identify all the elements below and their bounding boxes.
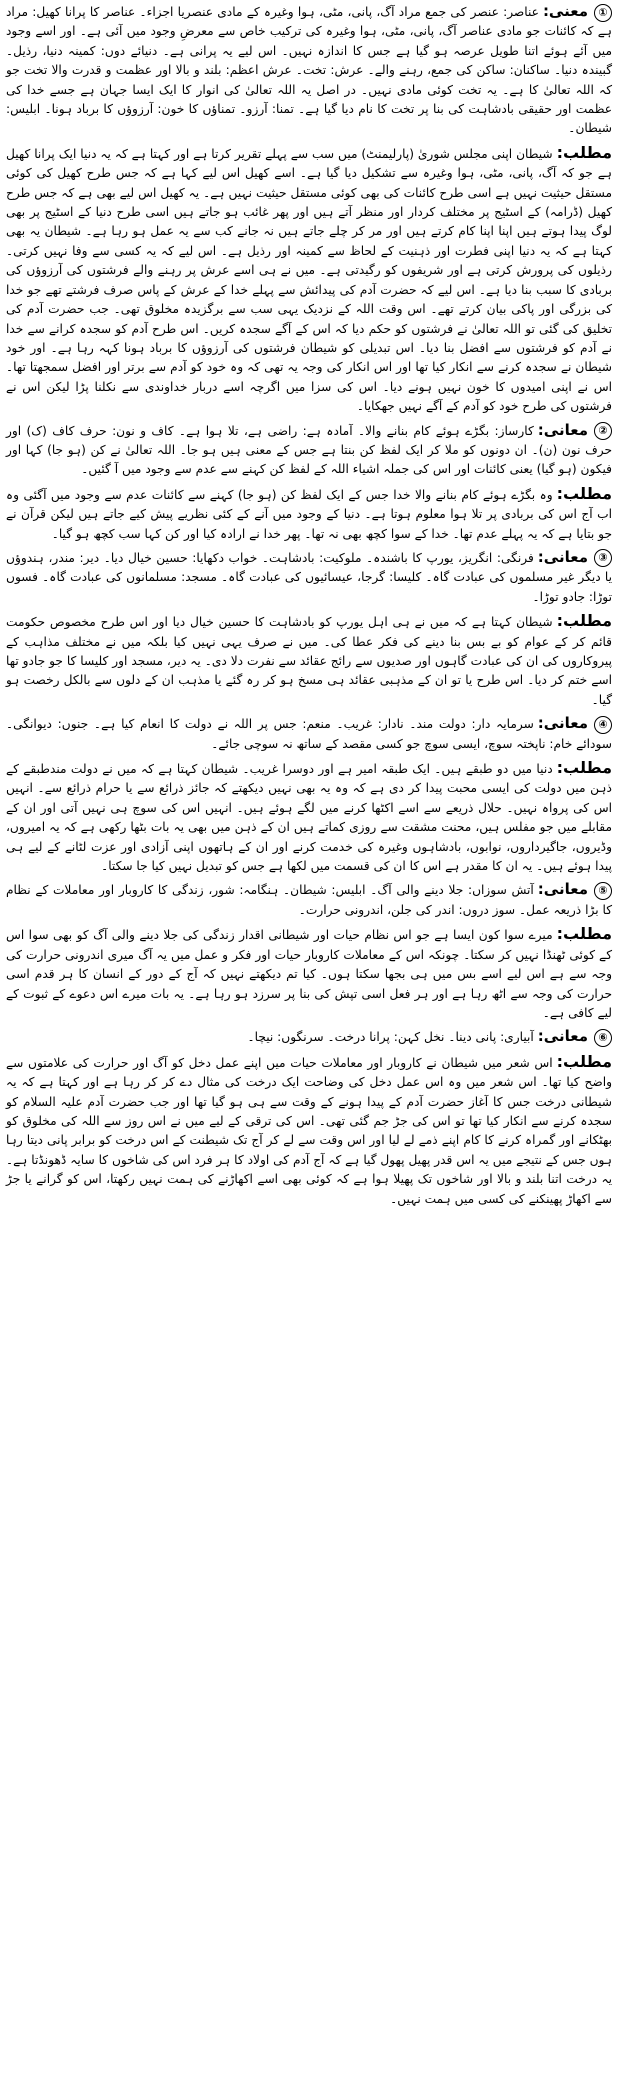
matlab-heading: مطلب: (556, 483, 612, 503)
maani-heading: معانی: (537, 420, 588, 439)
maani-text: فرنگی: انگریز، یورپ کا باشندہ۔ ملوکیت: بادشاہت۔ خواب دکھایا: حسین خیال دیا۔ دیر: مندر، ہندوؤں یا دیگر غیر مسلموں کی عبادت گاہ۔ کلیسا: گرجا، عیسائیوں کی عبادت گاہ۔ مسجد: مسلمانوں کی عبادت گاہ۔ فسوں توڑا: جادو توڑا۔ (6, 550, 612, 604)
maani-heading: معانی: (537, 714, 588, 733)
matlab-paragraph (6, 611, 612, 710)
matlab-heading: مطلب: (556, 611, 612, 631)
matlab-text: دنیا میں دو طبقے ہیں۔ ایک طبقہ امیر ہے اور دوسرا غریب۔ شیطان کہتا ہے کہ میں نے دولت مندطبقے کے ذہن میں دولت کی ایسی محبت پیدا کر دی ہے کہ وہ یہ بھی نہیں دیکھتے کہ جائز ذرائع سے یا حرام ذرائع سے۔ انہیں اس کی پرواہ نہیں۔ حلال ذریعے سے اسے اکٹھا کرنے میں لگے ہوئے ہیں۔ انہیں اس کی سوچ ہی نہیں آتی اور ان کے مقابلے میں جو مفلس ہیں، محنت مشقت سے روزی کماتے ہیں ان کے ذہن میں بھی یہ بات بٹھا رکھی ہے کہ یہ امیروں، وڈیروں، جاگیرداروں، نوابوں، بادشاہوں وغیرہ کی خدمت کرنے اور ان کے ہاتھوں اپنی آزادی اور عزت لٹانے کے لیے ہی پیدا ہوئے ہیں۔ یہ ان کا مقدر ہے اس کا ان کی قسمت میں لکھا ہے جس کو تبدیل نہیں کیا جا سکتا۔ (6, 762, 612, 874)
section-number-badge: ③ (594, 549, 612, 567)
maani-heading: معانی: (537, 880, 588, 899)
maani-paragraph (6, 880, 612, 920)
section-number-badge: ⑥ (594, 1029, 612, 1047)
section-number-badge: ⑤ (594, 882, 612, 900)
matlab-heading: مطلب: (556, 924, 612, 944)
matlab-heading: مطلب: (556, 142, 612, 162)
matlab-text: شیطان اپنی مجلس شوریٰ (پارلیمنٹ) میں سب سے پہلے تقریر کرتا ہے اور کہتا ہے کہ یہ دنیا ایک پرانا کھیل ہے جو کہ آگ، پانی، مٹی، ہوا وغیرہ سے تشکیل دیا گیا ہے۔ اسے کھیل اس لیے کہا ہے کہ جس طرح کھیل کی کوئی مستقل حیثیت نہیں ہے اسی طرح کائنات کی بھی کوئی مستقل حیثیت نہیں ہے۔ یہ کھیل اس لیے بھی ہے کہ جس طرح کھیل (ڈرامہ) کے اسٹیج پر مختلف کردار اور منظر آتے ہیں اور پھر غائب ہو جاتے ہیں اسی طرح دنیا کے اسٹیج پر بھی لوگ پیدا ہوتے ہیں اپنا اپنا کام کرتے ہیں اور مر کر چلے جاتے ہیں نہ جانے کب سے یہ عمل ہو رہا ہے۔ شیطان یہ بھی کہتا ہے کہ یہ دنیا اپنی فطرت اور ذہنیت کے لحاظ سے کمینہ اور رذیل ہے۔ اس لیے کہ یہ کسی سے وفا نہیں کرتی۔ رذیلوں کی پرورش کرتی ہے اور شریفوں کو رگیدتی ہے۔ میں نے ہی اسے عرش پر رہنے والے فرشتوں کی آرزوؤں کی بربادی کا سبب بنا دیا ہے۔ اس لیے کہ حضرت آدم کی پیدائش سے پہلے خدا کے عرش کے پاس صرف فرشتے تھے جو خدا کی بزرگی اور پاکی بیان کرتے تھے۔ اس وقت اللہ کے نزدیک یہی سب سے برگزیدہ مخلوق تھی۔ جب حضرت آدم کی تخلیق کی گئی تو اللہ تعالیٰ نے فرشتوں کو حکم دیا کہ اس کے آگے سجدہ کریں۔ اس طرح آدم کو سجدہ کرانے سے خدا نے آدم کو فرشتوں سے افضل بنا دیا۔ اس تبدیلی کو شیطان فرشتوں کی آرزوؤں کا برباد ہونا کہہ رہا ہے۔ اور خود شیطان نے سجدہ کرنے سے انکار کیا تھا اور اس انکار کی وجہ یہ تھی کہ وہ خود کو آدم سے برتر اور افضل سمجھتا تھا۔ اس نے اپنی امیدوں کا خون نہیں ہونے دیا۔ اس کی سزا میں اگرچہ اسے دربار خداوندی سے نکلنا پڑا لیکن اس نے فرشتوں کی طرح خود کو آدم کے آگے نہیں جھکایا۔ (6, 146, 612, 414)
maani-text: آتش سوزاں: جلا دینے والی آگ۔ ابلیس: شیطان۔ ہنگامہ: شور، زندگی کا کاروبار اور معاملات کے نظام کا بڑا ذریعہ عمل۔ سوز دروں: اندر کی جلن، اندرونی حرارت۔ (6, 883, 612, 917)
section-3 (6, 548, 612, 710)
maani-paragraph (6, 714, 612, 754)
maani-heading: معانی: (537, 547, 588, 566)
section-number-badge: ④ (594, 716, 612, 734)
matlab-paragraph (6, 484, 612, 544)
maani-paragraph (6, 2, 612, 139)
section-4 (6, 714, 612, 876)
maani-heading: معنی: (542, 2, 588, 20)
maani-heading: معانی: (537, 1027, 588, 1046)
maani-paragraph (6, 1027, 612, 1047)
section-5 (6, 880, 612, 1023)
section-2 (6, 421, 612, 544)
matlab-text: شیطان کہتا ہے کہ میں نے ہی اہل یورپ کو بادشاہت کا حسین خیال دیا اور اس طرح مخصوص حکومت قائم کر کے عوام کو بے بس بنا دینے کی فکر عطا کی۔ میں نے صرف یہی نہیں کیا بلکہ میں نے مختلف مذاہب کے پیروکاروں کی ان کی عبادت گاہوں اور صدیوں سے رائج عقائد سے نفرت دلا دی۔ یہ دیر، مسجد اور کلیسا کا جو جادو تھا اسے ختم کر دیا۔ اس طرح یا تو ان کے مذہبی عقائد ہی مسخ ہو کر رہ گئے یا مذہب ان کے دلوں سے بالکل رخصت ہو گیا۔ (6, 615, 612, 707)
maani-text: عناصر: عنصر کی جمع مراد آگ، پانی، مٹی، ہوا وغیرہ کے مادی عنصریا اجزاء۔ عناصر کا پرانا کھیل: مراد ہے کہ کائنات جو مادی عناصر آگ، پانی، مٹی، ہوا وغیرہ کی ترکیب خاص سے معرضِ وجود میں آئی ہے۔ اور اسے وجود میں آئے ہوئے اتنا طویل عرصہ ہو گیا ہے جس کا اندازہ نہیں۔ اس لیے یہ پرانی ہے۔ دنیائے دوں: کمینہ دنیا، رذیل۔ گبیندہ دنیا۔ ساکنان: ساکن کی جمع، رہنے والے۔ عرش: تخت۔ عرش اعظم: بلند و بالا اور عظمت و قدرت والا تخت جو کہ اللہ تعالیٰ کا ہے۔ یہ تخت کوئی مادی نہیں۔ در اصل یہ اللہ تعالیٰ کی انوار کا ایک ایسا جہان ہے جسے خدا کی عظمت اور حقیقی بادشاہت کی بنا پر تخت کا نام دیا گیا ہے۔ تمنا: آرزو۔ تمناؤں کا خون: آرزوؤں کا برباد ہونا۔ ابلیس: شیطان۔ (6, 5, 612, 136)
matlab-paragraph (6, 924, 612, 1023)
matlab-text: میرے سوا کون ایسا ہے جو اس نظام حیات اور شیطانی اقدار زندگی کی جلا دینے والی آگ کو بھی سوا اس کے کوئی ٹھنڈا نہیں کر سکتا۔ چونکہ اس کے معاملات کاروبار حیات اور فکر و عمل میں یہ آگ میری اندرونی حرارت کی وجہ سے ہے اس لیے اسے بس میں ہی بجھا سکتا ہوں۔ کیا تم دیکھتے نہیں کہ آج کے دور کے انسان کا ہر قدم اسی حرارت کی وجہ سے اٹھ رہا ہے اور ہر فعل اسی تپش کی بنا پر سرزد ہو رہا ہے۔ یہ بات میرے اس دعوے کے ثبوت کے لیے کافی ہے۔ (6, 928, 612, 1020)
matlab-text: وہ بگڑے ہوئے کام بنانے والا خدا جس کے ایک لفظ کن (ہو جا) کہنے سے کائنات عدم سے وجود میں آگئی وہ اب آج اس کی بربادی پر تلا ہوا معلوم ہوتا ہے۔ دنیا کے وجود میں آنے کے کئی نظریے پیش کیے جاتے ہیں لیکن قرآن نے جو بتایا ہے کہ یہ پہلے عدم تھا۔ خدا کے سوا کچھ بھی نہ تھا۔ پھر خدا نے ارادہ کیا اور کن کہا سب کچھ ہو گیا۔ (6, 487, 612, 541)
matlab-heading: مطلب: (556, 758, 612, 778)
matlab-paragraph (6, 143, 612, 417)
section-6 (6, 1027, 612, 1209)
section-number-badge: ① (594, 4, 612, 22)
maani-text: کارساز: بگڑے ہوئے کام بنانے والا۔ آمادہ ہے: راضی ہے، تلا ہوا ہے۔ کاف و نون: حرف کاف (ک) اور حرف نون (ن)۔ ان دونوں کو ملا کر ایک لفظ کن بنتا ہے جس کے معنی ہیں ہو جا۔ اللہ تعالیٰ نے کن (ہو جا) کہا اور فیکون (ہو گیا) یعنی کائنات اور اس کی جملہ اشیاء اللہ کے لفظ کن کہنے سے عدم سے وجود میں آ گئیں۔ (6, 423, 612, 477)
matlab-paragraph (6, 758, 612, 876)
matlab-paragraph (6, 1052, 612, 1209)
matlab-text: اس شعر میں شیطان نے کاروبار اور معاملات حیات میں اپنے عمل دخل کو آگ اور حرارت کی علامتوں سے واضح کیا تھا۔ اس شعر میں وہ اس عمل دخل کی وضاحت ایک درخت کی مثال دے کر کر رہا ہے اور کہتا ہے کہ یہ شیطانی درخت جس کا آغاز حضرت آدم کے پیدا ہونے کے وقت سے ہی ہو گیا تھا اور جب حضرت آدم علیہ السلام کو سجدہ کرنے سے انکار کیا تھا تو اس کی جڑ جم گئی تھی۔ اس کی ترقی کے لیے میں نے اس روز سے اللہ کی مخلوق کو بھٹکانے اور گمراہ کرنے کا کام اپنے ذمے لے لیا اور اس وقت سے لے کر آج تک شیطنت کے اس درخت کو برابر پانی دیتا رہا ہوں جس کے نتیجے میں یہ اس قدر پھیل پھول گیا ہے کہ آج آدم کی اولاد کا ہر فرد اس کی شاخوں کا سایہ ڈھونڈتا ہے۔ یہ درخت اتنا بلند و بالا اور شاخوں تک پھیلا ہوا ہے کہ کوئی بھی اسے اکھاڑنے کی ہمت نہیں رکھتا، اس کو گرانے یا جڑ سے اکھاڑ پھینکنے کی کسی میں ہمت نہیں۔ (6, 1055, 612, 1206)
section-number-badge: ② (594, 422, 612, 440)
maani-paragraph (6, 548, 612, 607)
maani-text: آبیاری: پانی دینا۔ نخل کہن: پرانا درخت۔ سرنگوں: نیچا۔ (247, 1030, 534, 1045)
section-1 (6, 2, 612, 417)
matlab-heading: مطلب: (556, 1051, 612, 1071)
maani-paragraph (6, 421, 612, 480)
maani-text: سرمایہ دار: دولت مند۔ نادار: غریب۔ منعم: جس پر اللہ نے دولت کا انعام کیا ہے۔ جنوں: دیوانگی۔ سودائے خام: ناپختہ سوچ، ایسی سوچ جو کسی مقصد کے ساتھ نہ سوچی جائے۔ (6, 717, 612, 751)
